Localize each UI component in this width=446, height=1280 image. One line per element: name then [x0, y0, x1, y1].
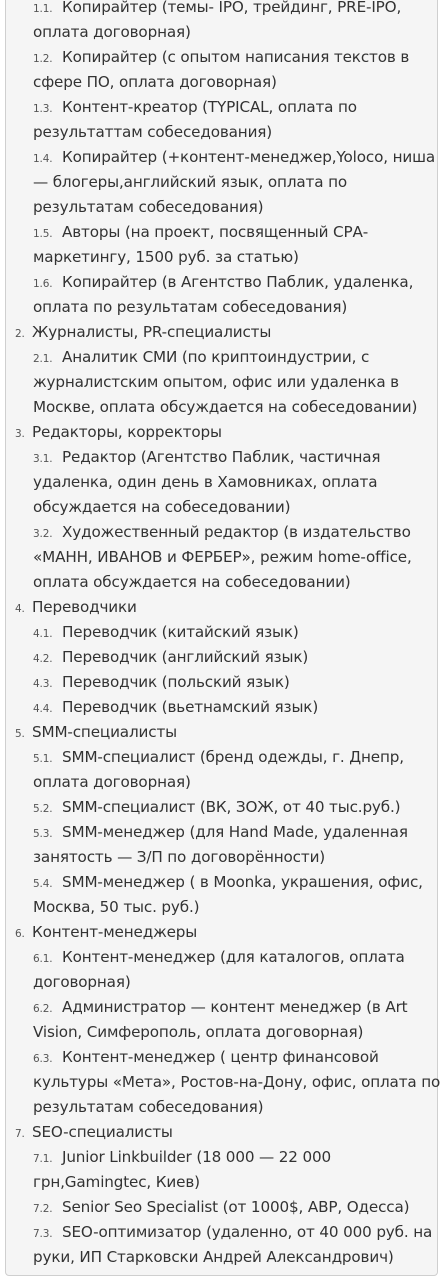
list-item-number: 7.: [15, 1128, 25, 1140]
list-item-text-continued: Москве, оплата обсуждается на собеседовании): [33, 398, 418, 416]
list-item-text: Аналитик СМИ (по криптоиндустрии, с: [62, 348, 370, 366]
list-item-number: 7.2.: [33, 1203, 53, 1215]
list-item-text-continued: результаттам собеседования): [33, 123, 273, 141]
list-item: [33, 620, 299, 647]
list-item: [33, 0, 401, 22]
list-item-number: 5.4.: [33, 878, 53, 890]
list-item-text: SMM-менеджер ( в Moonka, украшения, офис,: [62, 873, 423, 891]
list-item-text-continued: оплата по результатам собеседования): [33, 298, 348, 316]
list-item-text-continued: результатам собеседования): [33, 1098, 264, 1116]
list-item-number: 1.5.: [33, 228, 53, 240]
list-item-text: Администратор — контент менеджер (в Art: [62, 998, 408, 1016]
list-item-number: 4.2.: [33, 653, 53, 665]
list-item-number: 6.: [15, 928, 25, 940]
list-item: [33, 45, 409, 72]
list-item-number: 4.1.: [33, 628, 53, 640]
list-item: [33, 870, 423, 897]
list-item-number: 4.4.: [33, 703, 53, 715]
list-section-heading: [15, 320, 271, 347]
list-item-text: Копирайтер (с опытом написания текстов в: [62, 48, 410, 66]
list-item-number: 4.3.: [33, 678, 53, 690]
list-item-text-continued: занятость — З/П по договорённости): [33, 848, 326, 866]
list-item-number: 5.1.: [33, 753, 53, 765]
list-item-number: 3.2.: [33, 528, 53, 540]
list-item: [33, 220, 368, 247]
list-item-number: 3.1.: [33, 453, 53, 465]
list-item-number: 1.1.: [33, 3, 53, 15]
list-item-text: Junior Linkbuilder (18 000 — 22 000: [62, 1148, 331, 1166]
list-item-text: Переводчики: [32, 598, 137, 616]
list-item-text: SMM-специалист (ВК, ЗОЖ, от 40 тыс.руб.): [62, 798, 401, 816]
list-item-number: 2.: [15, 328, 25, 340]
list-item: [33, 820, 408, 847]
list-item: [33, 995, 408, 1022]
list-item-text-continued: обсуждается на собеседовании): [33, 498, 291, 516]
list-item-text-continued: Vision, Симферополь, оплата договорная): [33, 1023, 364, 1041]
list-item-text: Переводчик (английский язык): [62, 648, 309, 666]
list-item-text: SMM-специалист (бренд одежды, г. Днепр,: [62, 748, 404, 766]
list-item: [33, 445, 380, 472]
list-item-text-continued: маркетингу, 1500 руб. за статью): [33, 248, 299, 266]
list-item-text: Копирайтер (+контент-менеджер,Yoloco, ниша: [62, 148, 435, 166]
list-item-text: Копирайтер (темы- IPO, трейдинг, PRE-IPO,: [62, 0, 402, 16]
list-item-number: 2.1.: [33, 353, 53, 365]
list-item-text: Редактор (Агентство Паблик, частичная: [62, 448, 381, 466]
list-item-text: Контент-креатор (TYPICAL, оплата по: [62, 98, 357, 116]
list-item-text-continued: оплата договорная): [33, 23, 191, 41]
list-item-text: Senior Seo Specialist (от 1000$, АВР, Одесса): [62, 1198, 410, 1216]
list-item-text-continued: оплата договорная): [33, 773, 191, 791]
list-item-number: 6.1.: [33, 953, 53, 965]
list-item: [33, 645, 308, 672]
list-section-heading: [15, 720, 177, 747]
list-item-number: 1.4.: [33, 153, 53, 165]
list-item-number: 6.3.: [33, 1053, 53, 1065]
list-item-number: 7.1.: [33, 1153, 53, 1165]
list-item: [33, 695, 318, 722]
list-item-text-continued: удаленка, один день в Хамовниках, оплата: [33, 473, 378, 491]
list-item-text-continued: результатам собеседования): [33, 198, 264, 216]
list-section-heading: [15, 1120, 173, 1147]
list-item-text: Художественный редактор (в издательство: [62, 523, 411, 541]
list-item: [33, 1195, 409, 1222]
list-item-text: Копирайтер (в Агентство Паблик, удаленка,: [62, 273, 414, 291]
list-item: [33, 95, 357, 122]
list-item-text-continued: Москва, 50 тыс. руб.): [33, 898, 200, 916]
list-item-text: Переводчик (вьетнамский язык): [62, 698, 319, 716]
list-item-number: 5.: [15, 728, 25, 740]
list-item-text: Переводчик (польский язык): [62, 673, 290, 691]
list-item-number: 6.2.: [33, 1003, 53, 1015]
list-item-text: Журналисты, PR-специалисты: [32, 323, 272, 341]
list-item: [33, 1145, 331, 1172]
list-item-text-continued: оплата обсуждается на собеседовании): [33, 573, 351, 591]
list-item-text: Контент-менеджер (для каталогов, оплата: [62, 948, 405, 966]
list-item-number: 1.6.: [33, 278, 53, 290]
list-item-text: SMM-специалисты: [32, 723, 177, 741]
list-item-number: 3.: [15, 428, 25, 440]
list-item-text-continued: — блогеры,английский язык, оплата по: [33, 173, 347, 191]
list-item-text: Редакторы, корректоры: [32, 423, 222, 441]
list-item-text: SMM-менеджер (для Hand Made, удаленная: [62, 823, 408, 841]
list-item: [33, 945, 405, 972]
list-item-text-continued: «МАНН, ИВАНОВ и ФЕРБЕР», режим home-office,: [33, 548, 412, 566]
list-item-number: 5.2.: [33, 803, 53, 815]
list-item-text: Авторы (на проект, посвященный СРА-: [62, 223, 369, 241]
list-item-number: 1.2.: [33, 53, 53, 65]
list-item: [33, 1220, 432, 1247]
list-item-number: 5.3.: [33, 828, 53, 840]
list-item: [33, 745, 404, 772]
list-item-number: 1.3.: [33, 103, 53, 115]
list-item-text-continued: руки, ИП Старковски Андрей Александрович): [33, 1248, 394, 1266]
list-item-text: Контент-менеджер ( центр финансовой: [62, 1048, 379, 1066]
list-item-text: SEO-оптимизатор (удаленно, от 40 000 руб. на: [62, 1223, 433, 1241]
list-item-number: 4.: [15, 603, 25, 615]
list-item: [33, 795, 400, 822]
list-item: [33, 1045, 379, 1072]
list-item-text: Контент-менеджеры: [32, 923, 198, 941]
list-item: [33, 270, 413, 297]
list-item-text: Переводчик (китайский язык): [62, 623, 299, 641]
list-item: [33, 520, 411, 547]
list-item-text: SEO-специалисты: [32, 1123, 173, 1141]
list-item: [33, 145, 435, 172]
list-item-text-continued: журналистским опытом, офис или удаленка в: [33, 373, 399, 391]
list-section-heading: [15, 595, 137, 622]
list-item-text-continued: культуры «Мета», Ростов-на-Дону, офис, оплата по: [33, 1073, 441, 1091]
list-item-number: 7.3.: [33, 1228, 53, 1240]
list-item: [33, 345, 369, 372]
list-item: [33, 670, 290, 697]
list-section-heading: [15, 920, 197, 947]
list-item-text-continued: грн,Gamingtec, Киев): [33, 1173, 200, 1191]
list-item-text-continued: сфере ПО, оплата договорная): [33, 73, 277, 91]
list-section-heading: [15, 420, 222, 447]
list-item-text-continued: договорная): [33, 973, 131, 991]
